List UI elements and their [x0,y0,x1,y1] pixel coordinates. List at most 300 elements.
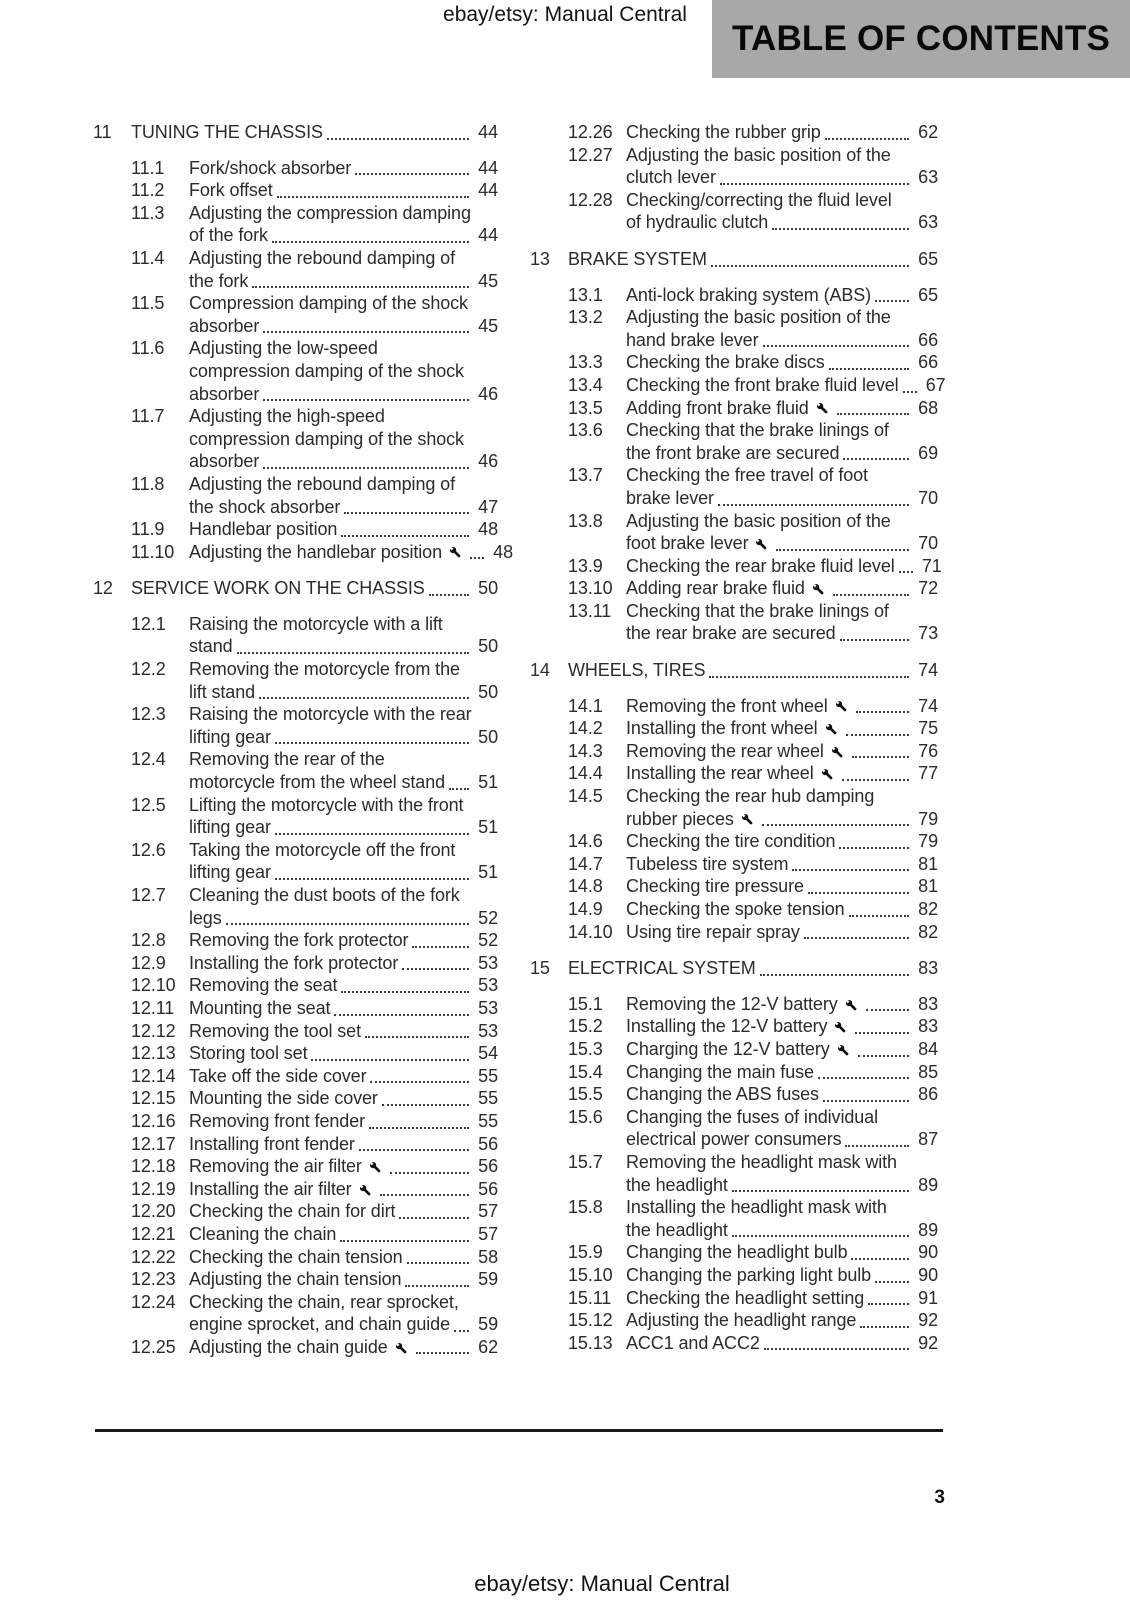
entry-title-text: Anti-lock braking system (ABS) [626,284,872,305]
entry-title-line [189,1087,498,1110]
entry-title-text: Checking tire pressure [626,876,804,897]
entry-title-line [626,532,938,555]
toc-section-13 [530,248,946,645]
leader-dots [858,1054,909,1057]
entry-page: 50 [478,726,498,747]
entry-page: 53 [478,997,498,1018]
entry-page: 73 [918,623,938,644]
entry-page: 44 [478,225,498,246]
entry-title-text: Removing the 12-V battery [626,993,838,1014]
toc-entry [568,921,938,944]
leader-dots [399,1216,469,1219]
leader-dots [340,1239,469,1242]
entry-title [189,1336,498,1359]
toc-entry [131,794,498,839]
toc-entry [131,929,498,952]
entry-number: 13.5 [568,397,603,418]
entry-title [189,929,498,952]
leader-dots [846,733,909,736]
section-page: 44 [478,122,498,142]
entry-title [626,1287,938,1310]
entry-title [626,577,938,600]
entry-page: 50 [478,681,498,702]
entry-number: 12.27 [568,144,613,165]
entry-number: 12.7 [131,885,166,905]
entry-title-text: Removing the seat [189,975,338,996]
toc-entry [568,717,938,740]
wrench-icon [740,812,755,827]
entry-title [189,997,498,1020]
entry-title [189,518,498,541]
entry-number: 13.7 [568,465,603,486]
entry-page: 53 [478,952,498,973]
entry-page: 63 [918,212,938,233]
entry-title-text: the headlight [626,1219,728,1240]
toc-entry [568,397,938,420]
wrench-icon [368,1160,383,1175]
entry-title-line [626,351,938,374]
section-heading-body [568,957,938,980]
entry-title-line [626,487,938,510]
entry-title-text: Checking the chain tension [189,1246,403,1267]
entry-title [626,921,938,944]
entry-title-line [189,541,513,564]
entry-title-line [626,853,938,876]
entry-page: 45 [478,315,498,336]
entry-title-text: Take off the side cover [189,1065,367,1086]
toc-section-11 [93,121,513,563]
entry-number: 13.8 [568,510,603,531]
entry-title-line [189,1042,498,1065]
toc-entry [131,202,498,247]
section-title: SERVICE WORK ON THE CHASSIS [131,578,425,599]
entry-title-line: Adjusting the rebound damping of [189,247,455,268]
wrench-icon [824,722,839,737]
toc-entry [131,997,498,1020]
toc-entries [530,993,938,1355]
entry-title-line [626,1015,938,1038]
entry-title-line [626,1038,938,1061]
entry-title-line [626,717,938,740]
entry-title-text: clutch lever [626,167,716,188]
leader-dots [390,1171,469,1174]
leader-dots [416,1351,469,1354]
toc-entry [131,1200,498,1223]
toc-entries [530,121,938,234]
entry-page: 48 [478,519,498,540]
leader-dots [226,922,469,925]
entry-page: 66 [918,329,938,350]
entry-page: 82 [918,899,938,919]
entry-title-line [626,1309,938,1332]
leader-dots [808,891,909,894]
toc-entry [568,1083,938,1106]
entry-title-line [189,383,498,406]
entry-title-text: brake lever [626,487,714,508]
entry-title [189,1223,498,1246]
entry-title-line [189,496,498,519]
leader-dots [275,741,469,744]
wrench-icon [844,998,859,1013]
entry-page: 44 [478,180,498,201]
entry-page: 84 [918,1038,938,1059]
entry-title-line [189,1246,498,1269]
entry-title-text: Fork offset [189,180,273,201]
toc-entry [568,1061,938,1084]
toc-banner [712,0,1130,78]
section-heading-body [568,248,938,271]
entry-title-line [189,1268,498,1291]
toc-entry [568,374,946,397]
toc-entry [131,1042,498,1065]
toc-section-heading [530,957,938,980]
entry-number: 13.2 [568,307,603,328]
entry-title-text: Storing tool set [189,1043,308,1064]
toc-entry [568,555,942,578]
entry-title-text: hand brake lever [626,329,759,350]
entry-title-text: stand [189,636,233,657]
entry-title-line [626,1241,938,1264]
entry-title [626,351,938,374]
entry-number: 15.11 [568,1287,612,1308]
leader-dots [840,638,909,641]
entry-title-line [189,270,498,293]
leader-dots [875,1280,909,1283]
entry-title [626,875,938,898]
toc-entry [568,121,938,144]
toc-entry [131,1110,498,1133]
leader-dots [711,264,909,267]
leader-dots [732,1234,909,1237]
entry-number: 13.11 [568,600,612,621]
leader-dots [263,466,469,469]
leader-dots [792,868,909,871]
wrench-icon [815,401,830,416]
entry-title-text: Removing the fork protector [189,930,409,951]
entry-page: 91 [918,1287,938,1308]
entry-title-line [189,1200,498,1223]
entry-title-line [189,1133,498,1156]
entry-title [626,1015,938,1038]
toc-entry [568,464,938,509]
entry-number: 12.14 [131,1065,176,1086]
leader-dots [851,1257,909,1260]
entry-number: 15.4 [568,1061,603,1082]
entry-title-line [626,740,938,763]
toc-entry [131,952,498,975]
toc-entry [568,419,938,464]
section-number: 15 [530,958,550,979]
entry-title-text: Charging the 12-V battery [626,1038,830,1059]
entry-title-line [626,875,938,898]
entry-title [626,306,938,351]
leader-dots [407,1261,469,1264]
entry-title-line: Raising the motorcycle with a lift [189,613,443,634]
entry-title-text: Changing the parking light bulb [626,1264,872,1285]
entry-title-line [189,681,498,704]
entry-title-line: Checking the free travel of foot [626,465,868,486]
entry-title-text: Adjusting the chain tension [189,1269,402,1290]
entry-page: 68 [918,397,938,418]
toc-entry [568,1038,938,1061]
entry-title-line [626,211,938,234]
section-number: 11 [93,122,112,142]
leader-dots [470,556,484,559]
entry-title-text: Fork/shock absorber [189,157,352,178]
section-title: BRAKE SYSTEM [568,248,707,269]
toc-entry [568,1106,938,1151]
entry-title [189,292,498,337]
leader-dots [252,285,469,288]
toc-section-heading [93,121,498,144]
entry-title-text: Checking the front brake fluid level [626,374,899,395]
entry-title-line [189,1178,498,1201]
entry-number: 11.9 [131,519,165,540]
leader-dots [856,710,909,713]
footer-rule [95,1429,943,1432]
entry-title-text: Checking the headlight setting [626,1287,865,1308]
section-heading-body [131,121,498,144]
leader-dots [776,548,909,551]
entry-title-text: Checking the rear brake fluid level [626,555,895,576]
entry-title-text: Adding front brake fluid [626,397,809,418]
toc-entry [568,853,938,876]
entry-page: 90 [918,1242,938,1263]
entry-title-text: Installing the front wheel [626,718,818,739]
entry-title-line [626,830,938,853]
entry-title-line [189,1065,498,1088]
entry-number: 15.6 [568,1106,603,1127]
entry-number: 13.9 [568,555,603,576]
entry-page: 85 [918,1061,938,1082]
entry-title-text: Installing the rear wheel [626,763,814,784]
entry-title-text: Checking the chain for dirt [189,1201,396,1222]
entry-title [189,1087,498,1110]
entry-title-line [189,974,498,997]
entry-title [626,464,938,509]
entry-title-line [626,166,938,189]
entry-title [189,1246,498,1269]
entry-title [626,284,938,307]
leader-dots [866,1008,909,1011]
entry-number: 15.9 [568,1242,603,1263]
entry-title [626,144,938,189]
toc-section-heading [530,248,938,271]
entry-page: 81 [918,853,938,874]
entry-number: 15.2 [568,1016,603,1037]
leader-dots [903,390,917,393]
entry-title-line [626,622,938,645]
entry-title-text: Cleaning the chain [189,1223,337,1244]
entry-page: 45 [478,270,498,291]
leader-dots [875,299,909,302]
entry-title-text: Installing the air filter [189,1178,352,1199]
entry-number: 14.9 [568,899,603,919]
entry-number: 12.1 [131,613,166,634]
leader-dots [402,967,469,970]
entry-title [189,1268,498,1291]
entry-title-line [626,898,938,921]
entry-title-text: Adjusting the handlebar position [189,541,442,562]
entry-title [626,785,938,830]
entry-title-line: Taking the motorcycle off the front [189,839,456,860]
entry-title-text: lifting gear [189,817,271,838]
entry-title-line [626,921,938,944]
entry-title-text: Checking the rubber grip [626,122,821,142]
entry-number: 14.5 [568,786,603,807]
leader-dots [763,344,910,347]
wrench-icon [358,1183,373,1198]
entry-number: 12.20 [131,1201,176,1222]
toc-entry [568,993,938,1016]
entry-title-text: rubber pieces [626,808,734,829]
entry-title-text: Checking the tire condition [626,831,836,852]
entry-title-text: legs [189,907,222,928]
toc-entry [131,1020,498,1043]
toc-entry [131,839,498,884]
section-heading-body [568,659,938,682]
entry-number: 12.18 [131,1156,176,1177]
entry-title [626,1106,938,1151]
entry-page: 52 [478,930,498,951]
entry-title-text: Adjusting the chain guide [189,1336,388,1357]
wrench-icon [394,1341,409,1356]
toc-entry [131,292,498,337]
toc-entry [131,1291,498,1336]
leader-dots [833,593,909,596]
entry-page: 69 [918,442,938,463]
entry-title-text: Removing front fender [189,1110,365,1131]
running-header: ebay/etsy: Manual Central [443,3,687,26]
leader-dots [829,367,909,370]
entry-page: 76 [918,740,938,761]
entry-title-line: Removing the headlight mask with [626,1151,897,1172]
entry-number: 11.2 [131,180,165,201]
entry-title-text: Adjusting the headlight range [626,1310,857,1331]
toc-section-15 [530,957,938,1354]
toc-column-left [93,121,513,1358]
entry-title [189,337,498,405]
entry-title-text: the front brake are secured [626,442,840,463]
entry-page: 48 [493,541,513,562]
entry-title [189,839,498,884]
entry-title [626,1241,938,1264]
entry-number: 12.4 [131,749,166,770]
entry-title-text: foot brake lever [626,533,749,554]
entry-title-line [189,450,498,473]
entry-title [626,762,938,785]
entry-title-text: lifting gear [189,726,271,747]
entry-number: 11.7 [131,406,165,427]
entry-title-line: compression damping of the shock [189,360,464,381]
entry-title-text: Mounting the side cover [189,1088,378,1109]
entry-title [189,794,498,839]
entry-number: 15.10 [568,1264,613,1285]
wrench-icon [834,699,849,714]
entry-title [189,247,498,292]
entry-title [189,1042,498,1065]
entry-title-line [626,1061,938,1084]
leader-dots [764,1347,909,1350]
toc-entry [568,898,938,921]
toc-entry [131,405,498,473]
entry-title-line [189,907,498,930]
entry-page: 89 [918,1219,938,1240]
toc-entry [131,658,498,703]
entry-title-line [189,861,498,884]
entry-title-line [189,315,498,338]
toc-entry [131,1336,498,1359]
entry-title [189,405,498,473]
toc-section-continued [530,121,938,234]
leader-dots [845,1144,909,1147]
wrench-icon [754,537,769,552]
entry-title [626,898,938,921]
entry-title [189,473,498,518]
entry-page: 62 [478,1336,498,1357]
entry-page: 52 [478,907,498,928]
entry-number: 12.25 [131,1336,176,1357]
entry-number: 11.3 [131,202,165,223]
toc-entry [568,762,938,785]
toc-entries [93,613,498,1359]
toc-entry [131,1155,498,1178]
wrench-icon [820,767,835,782]
leader-dots [359,1148,469,1151]
entry-number: 12.24 [131,1291,176,1312]
entry-page: 46 [478,383,498,404]
wrench-icon [811,582,826,597]
toc-entry [568,1309,938,1332]
section-number: 14 [530,660,550,681]
entry-title-line: Lifting the motorcycle with the front [189,794,464,815]
entry-title [189,1178,498,1201]
entry-page: 62 [918,122,938,142]
toc-entry [131,1133,498,1156]
entry-title [626,1196,938,1241]
entry-title [626,555,942,578]
entry-title-line [626,808,938,831]
entry-title [189,1200,498,1223]
entry-title-text: Installing the fork protector [189,952,399,973]
wrench-icon [830,745,845,760]
toc-entry [131,157,498,180]
entry-title-line [626,1332,938,1355]
leader-dots [429,593,469,596]
leader-dots [852,755,909,758]
entry-page: 66 [918,352,938,373]
section-heading-body [131,577,498,600]
entry-title-line [189,1155,498,1178]
entry-page: 77 [918,763,938,784]
entry-page: 50 [478,636,498,657]
entry-title [189,703,498,748]
entry-title [189,884,498,929]
leader-dots [762,823,909,826]
entry-title-line [626,993,938,1016]
toc-entry [131,703,498,748]
entry-title [626,1332,938,1355]
entry-number: 15.1 [568,993,603,1014]
entry-page: 51 [478,817,498,838]
entry-title [189,541,513,564]
entry-title-text: Using tire repair spray [626,921,800,942]
entry-title-line [626,284,938,307]
entry-title-line [626,1264,938,1287]
entry-title-text: lifting gear [189,862,271,883]
entry-number: 13.6 [568,420,603,441]
toc-entry [568,510,938,555]
